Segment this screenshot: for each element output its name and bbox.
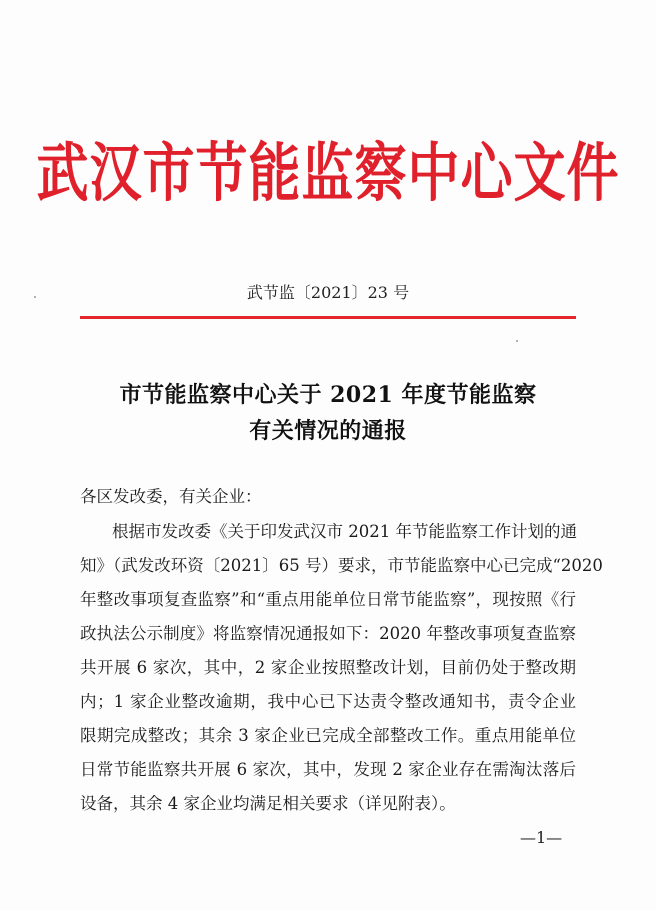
- body-line: 根据市发改委《关于印发武汉市 2021 年节能监察工作计划的通: [112, 522, 577, 541]
- body-line: 日常节能监察共开展 6 家次，其中，发现 2 家企业存在需淘汰落后: [80, 760, 576, 779]
- body-line: 共开展 6 家次，其中，2 家企业按照整改计划，目前仍处于整改期: [80, 658, 576, 677]
- scan-speck: [34, 296, 36, 298]
- notice-title-line-2: 有关情况的通报: [249, 418, 407, 444]
- page-number: —1—: [520, 828, 563, 847]
- body-line: 内；1 家企业整改逾期，我中心已下达责令整改通知书，责令企业: [80, 692, 576, 711]
- body-line: 知》（武发改环资〔2021〕65 号）要求，市节能监察中心已完成“2020: [80, 556, 603, 575]
- body-line: 年整改事项复查监察”和“重点用能单位日常节能监察”，现按照《行: [80, 590, 576, 609]
- body-line: 设备，其余 4 家企业均满足相关要求（详见附表）。: [80, 794, 456, 813]
- scan-speck: [516, 340, 518, 342]
- salutation: 各区发改委，有关企业：: [80, 487, 262, 506]
- notice-title-line-1: 市节能监察中心关于 2021 年度节能监察: [119, 382, 537, 408]
- document-number: 武节监〔2021〕23 号: [246, 283, 410, 302]
- issuer-header-title: 武汉市节能监察中心文件: [36, 137, 620, 212]
- body-line: 政执法公示制度》将监察情况通报如下：2020 年整改事项复查监察: [80, 624, 576, 643]
- red-divider-rule: [80, 316, 576, 319]
- body-line: 限期完成整改；其余 3 家企业已完成全部整改工作。重点用能单位: [80, 726, 576, 745]
